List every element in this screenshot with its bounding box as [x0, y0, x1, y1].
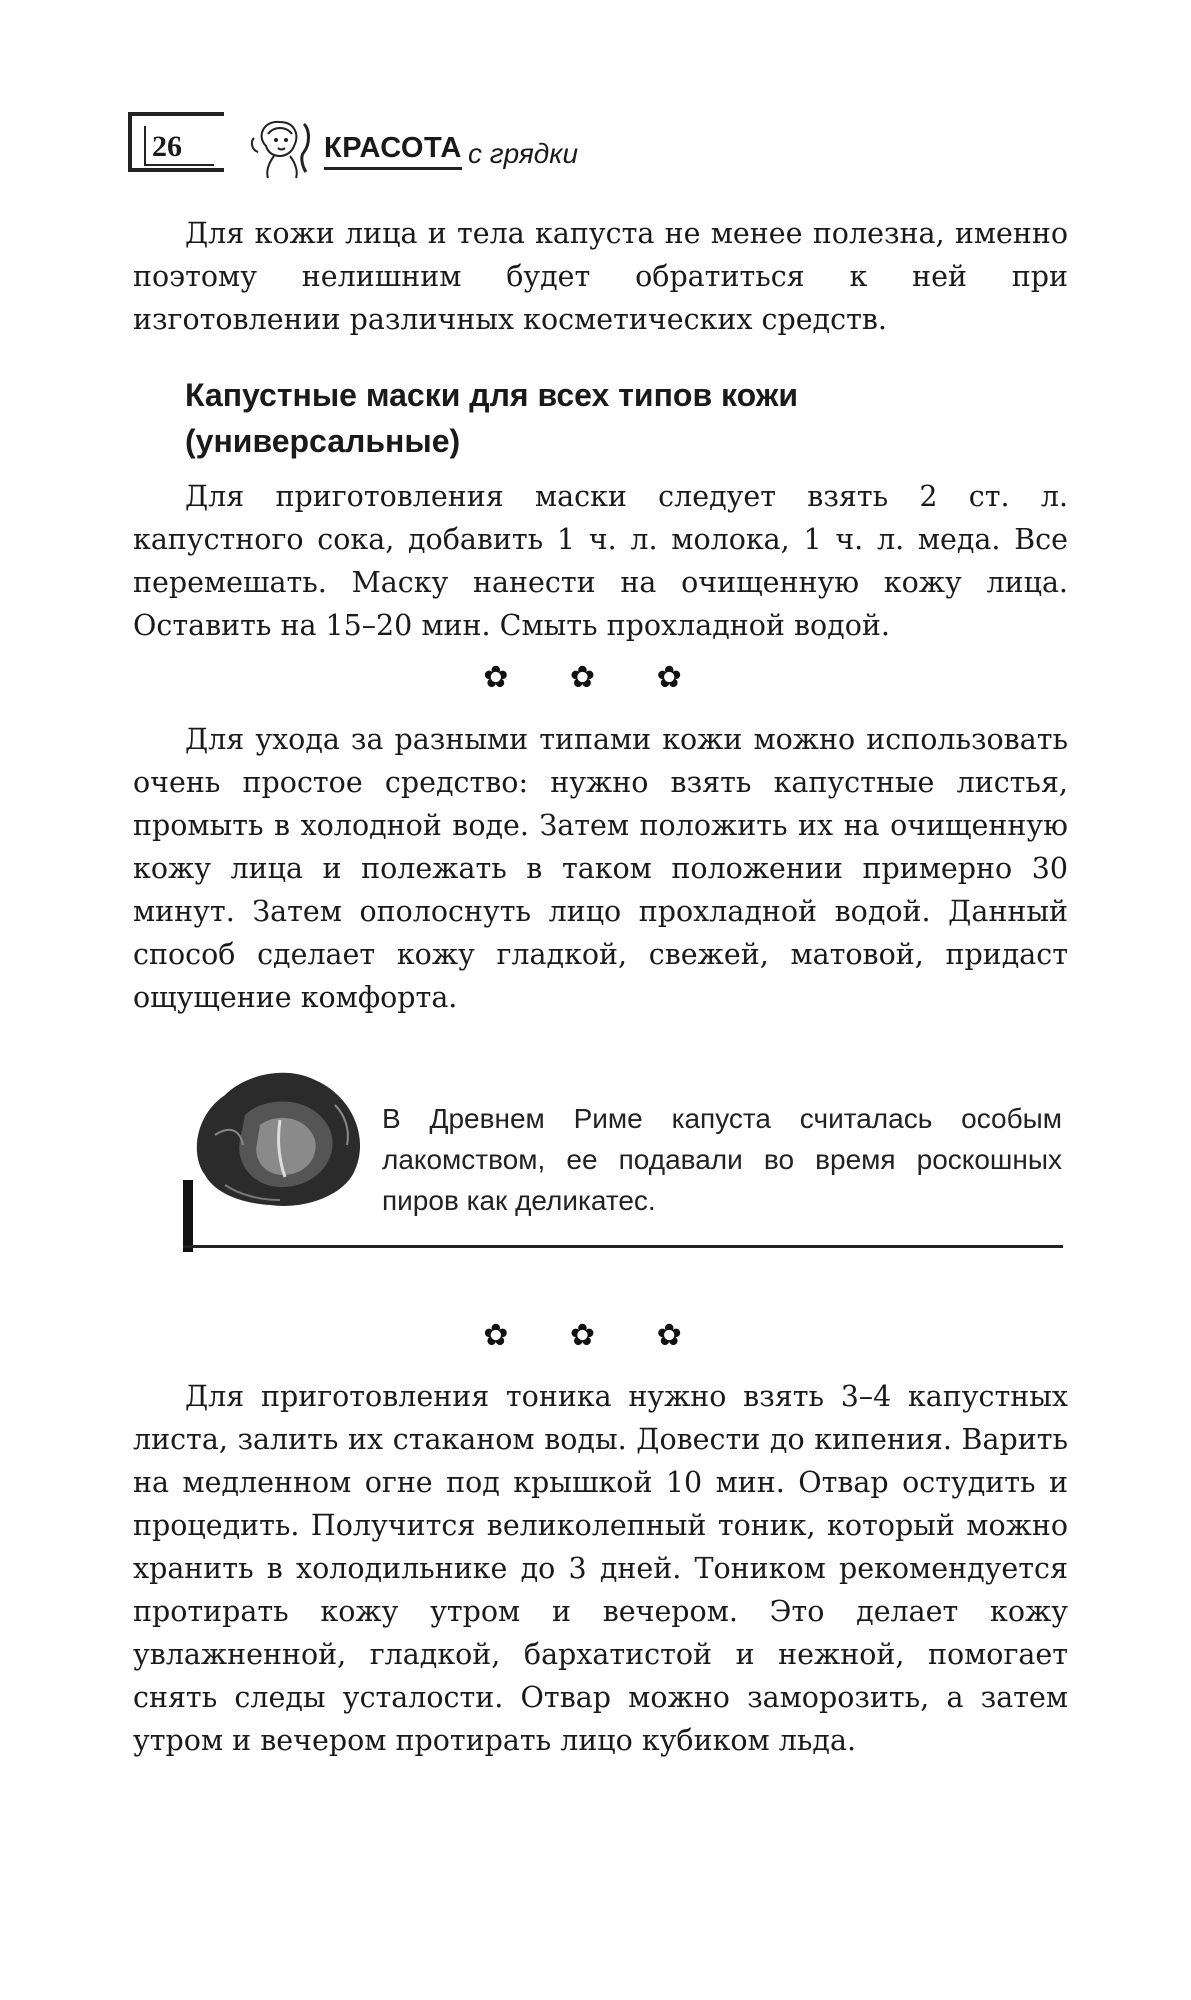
section-heading: [185, 372, 1045, 464]
sidebar-note: В Древнем Риме капуста считалась особым лакомством, ее подавали во время роскошных пиров как деликатес.: [382, 1103, 1062, 1216]
section-heading-line1: Капустные маски для всех типов кожи: [185, 377, 799, 413]
tonic-recipe-paragraph: Для приготовления тоника нужно взять 3–4 капустных листа, залить их стаканом воды. Довести до кипения. Варить на медленном огне под крышкой 10 мин. Отвар остудить и процедить. Получится великолепный тоник, который можно хранить в холодильнике до 3 дней. Тоником рекомендуется протирать кожу утром и вечером. Это делает кожу увлажненной, гладкой, бархатистой и нежной, помогает снять следы усталости. Отвар можно заморозить, а затем утром и вечером протирать лицо кубиком льда.: [133, 1380, 1068, 1757]
cabbage-icon: [185, 1055, 380, 1215]
intro-paragraph: Для кожи лица и тела капуста не менее полезна, именно поэтому нелишним будет обратиться к ней при изготовлении различных косметических средств.: [133, 217, 1068, 336]
page-number-frame: [128, 112, 224, 172]
mask-recipe-paragraph: Для приготовления маски следует взять 2 ст. л. капустного сока, добавить 1 ч. л. молока, 1 ч. л. меда. Все перемешать. Маску нанести на очищенную кожу лица. Оставить на 15–20 мин. Смыть прохладной водой.: [133, 480, 1068, 642]
flower-separator-2: ✿ ✿ ✿: [483, 1318, 708, 1353]
cabbage-leaves-paragraph: Для ухода за разными типами кожи можно использовать очень простое средство: нужно взять капустные листья, промыть в холодной воде. Затем положить их на очищенную кожу лица и полежать в таком положении примерно 30 минут. Затем ополоснуть лицо прохладной водой. Данный способ сделает кожу гладкой, свежей, матовой, придаст ощущение комфорта.: [133, 723, 1068, 1014]
note-rule: [183, 1245, 1063, 1248]
header-subtitle: с грядки: [468, 138, 579, 169]
running-header: [128, 112, 648, 182]
flower-separator: ✿ ✿ ✿: [483, 660, 708, 695]
note-accent-bar: [183, 1180, 193, 1252]
page-number: 26: [152, 130, 182, 163]
woman-portrait-icon: [246, 116, 318, 180]
header-title: КРАСОТА: [324, 132, 462, 170]
section-heading-line2: (универсальные): [185, 423, 461, 459]
